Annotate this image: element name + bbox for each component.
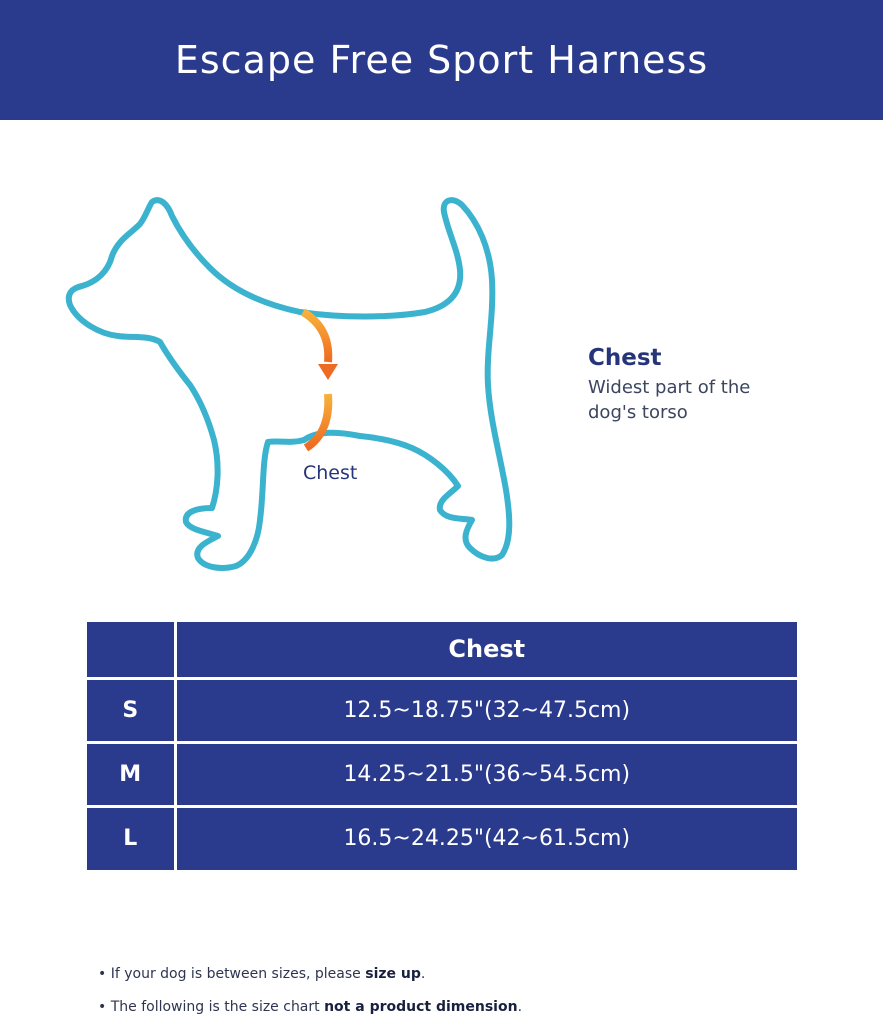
table-row — [87, 678, 797, 742]
size-table — [87, 622, 797, 870]
dog-illustration — [60, 190, 530, 580]
measurement-title: Chest — [588, 345, 662, 371]
note1-suffix: . — [420, 966, 426, 982]
note2-suffix: . — [517, 999, 523, 1015]
table-row — [87, 742, 797, 806]
note2-prefix: • The following is the size chart — [98, 999, 325, 1015]
notes — [98, 966, 858, 1024]
title-banner — [0, 0, 883, 120]
page-title: Escape Free Sport Harness — [174, 38, 709, 82]
chest-arrow-head — [318, 364, 338, 380]
dog-chest-label: Chest — [303, 462, 358, 484]
dog-silhouette — [69, 200, 510, 568]
note1-bold: size up — [365, 966, 421, 982]
table-row — [87, 806, 797, 870]
size-cell: L — [87, 806, 175, 870]
measurement-description — [588, 345, 838, 425]
table-header-chest: Chest — [175, 622, 797, 678]
chest-cell: 12.5~18.75"(32~47.5cm) — [175, 678, 797, 742]
note1-prefix: • If your dog is between sizes, please — [98, 966, 366, 982]
table-corner-cell — [87, 622, 175, 678]
dog-outline-icon — [60, 190, 530, 580]
measurement-desc-line1: Widest part of the — [588, 377, 751, 398]
note2-bold: not a product dimension — [324, 999, 518, 1015]
chest-cell: 16.5~24.25"(42~61.5cm) — [175, 806, 797, 870]
chest-cell: 14.25~21.5"(36~54.5cm) — [175, 742, 797, 806]
size-cell: M — [87, 742, 175, 806]
note-not-product-dimension — [98, 999, 858, 1015]
table-header-row — [87, 622, 797, 678]
chest-arrow-upper — [303, 312, 328, 362]
measurement-desc-line2: dog's torso — [588, 402, 688, 423]
note-size-up — [98, 966, 858, 982]
size-cell: S — [87, 678, 175, 742]
